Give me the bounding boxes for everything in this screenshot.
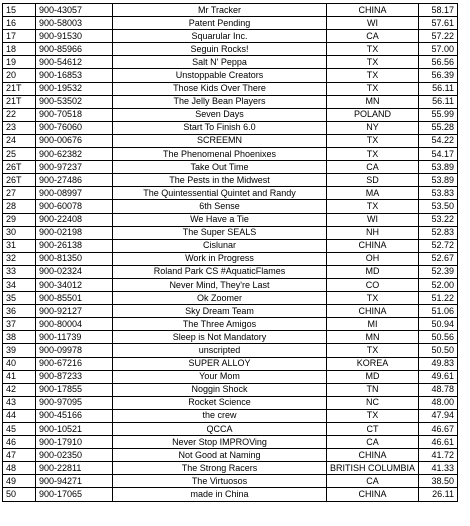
location-cell: NH [327,226,419,239]
table-row [3,409,458,422]
location-cell: CT [327,423,419,436]
table-row [3,30,458,43]
score-cell: 52.83 [419,226,458,239]
rank-cell: 30 [3,226,36,239]
team-name-cell: The Jelly Bean Players [113,95,327,108]
location-cell: CHINA [327,4,419,17]
location-cell: CHINA [327,449,419,462]
table-row [3,43,458,56]
score-cell: 46.61 [419,436,458,449]
team-name-cell: SUPER ALLOY [113,357,327,370]
team-id-cell: 900-22811 [36,462,113,475]
rank-cell: 27 [3,187,36,200]
location-cell: MA [327,187,419,200]
score-cell: 53.89 [419,174,458,187]
score-cell: 41.72 [419,449,458,462]
team-id-cell: 900-43057 [36,4,113,17]
team-name-cell: Mr Tracker [113,4,327,17]
location-cell: CA [327,30,419,43]
team-id-cell: 900-26138 [36,239,113,252]
team-id-cell: 900-27486 [36,174,113,187]
team-name-cell: Your Mom [113,370,327,383]
table-row [3,95,458,108]
score-cell: 41.33 [419,462,458,475]
team-id-cell: 900-81350 [36,252,113,265]
rank-cell: 34 [3,278,36,291]
team-name-cell: Work in Progress [113,252,327,265]
team-id-cell: 900-97237 [36,161,113,174]
team-id-cell: 900-08997 [36,187,113,200]
team-id-cell: 900-85966 [36,43,113,56]
score-cell: 56.39 [419,69,458,82]
table-row [3,4,458,17]
location-cell: MD [327,370,419,383]
table-row [3,305,458,318]
table-row [3,278,458,291]
team-name-cell: Squarular Inc. [113,30,327,43]
team-name-cell: Rocket Science [113,396,327,409]
table-row [3,148,458,161]
score-cell: 53.89 [419,161,458,174]
rank-cell: 18 [3,43,36,56]
rank-cell: 33 [3,265,36,278]
score-cell: 56.56 [419,56,458,69]
rank-cell: 48 [3,462,36,475]
rank-cell: 35 [3,292,36,305]
rank-cell: 50 [3,488,36,501]
score-cell: 49.61 [419,370,458,383]
team-id-cell: 900-45166 [36,409,113,422]
team-id-cell: 900-97095 [36,396,113,409]
score-cell: 48.00 [419,396,458,409]
rank-cell: 23 [3,121,36,134]
team-name-cell: 6th Sense [113,200,327,213]
location-cell: TX [327,200,419,213]
table-row [3,187,458,200]
table-row [3,292,458,305]
team-name-cell: the crew [113,409,327,422]
table-row [3,213,458,226]
team-id-cell: 900-58003 [36,17,113,30]
score-cell: 52.67 [419,252,458,265]
team-id-cell: 900-19532 [36,82,113,95]
team-id-cell: 900-53502 [36,95,113,108]
score-cell: 51.06 [419,305,458,318]
team-id-cell: 900-54612 [36,56,113,69]
table-row [3,56,458,69]
rank-cell: 22 [3,108,36,121]
location-cell: KOREA [327,357,419,370]
team-id-cell: 900-11739 [36,331,113,344]
team-name-cell: made in China [113,488,327,501]
score-cell: 56.11 [419,95,458,108]
rank-cell: 21T [3,82,36,95]
team-name-cell: The Quintessential Quintet and Randy [113,187,327,200]
table-row [3,226,458,239]
rank-cell: 43 [3,396,36,409]
team-id-cell: 900-76060 [36,121,113,134]
location-cell: BRITISH COLUMBIA [327,462,419,475]
team-id-cell: 900-92127 [36,305,113,318]
location-cell: NC [327,396,419,409]
location-cell: OH [327,252,419,265]
location-cell: SD [327,174,419,187]
team-name-cell: Sleep is Not Mandatory [113,331,327,344]
score-cell: 55.28 [419,121,458,134]
team-name-cell: We Have a Tie [113,213,327,226]
team-name-cell: QCCA [113,423,327,436]
location-cell: CHINA [327,488,419,501]
score-cell: 58.17 [419,4,458,17]
table-row [3,134,458,147]
location-cell: POLAND [327,108,419,121]
team-name-cell: unscripted [113,344,327,357]
table-row [3,436,458,449]
table-row [3,488,458,501]
score-cell: 46.67 [419,423,458,436]
score-cell: 50.94 [419,318,458,331]
team-name-cell: Cislunar [113,239,327,252]
location-cell: TX [327,292,419,305]
location-cell: CHINA [327,305,419,318]
score-cell: 57.00 [419,43,458,56]
table-row [3,423,458,436]
rank-cell: 19 [3,56,36,69]
team-id-cell: 900-94271 [36,475,113,488]
rank-cell: 26T [3,174,36,187]
team-name-cell: Sky Dream Team [113,305,327,318]
team-id-cell: 900-09978 [36,344,113,357]
score-cell: 50.50 [419,344,458,357]
team-name-cell: Ok Zoomer [113,292,327,305]
team-name-cell: Never Stop IMPROVing [113,436,327,449]
table-row [3,121,458,134]
location-cell: MN [327,95,419,108]
score-cell: 47.94 [419,409,458,422]
team-id-cell: 900-17855 [36,383,113,396]
team-id-cell: 900-85501 [36,292,113,305]
team-name-cell: Take Out Time [113,161,327,174]
score-cell: 48.78 [419,383,458,396]
team-name-cell: The Pests in the Midwest [113,174,327,187]
table-row [3,82,458,95]
team-name-cell: Noggin Shock [113,383,327,396]
table-row [3,239,458,252]
team-id-cell: 900-22408 [36,213,113,226]
rank-cell: 29 [3,213,36,226]
team-id-cell: 900-02350 [36,449,113,462]
team-id-cell: 900-62382 [36,148,113,161]
rank-cell: 40 [3,357,36,370]
table-row [3,69,458,82]
location-cell: WI [327,17,419,30]
rank-cell: 49 [3,475,36,488]
results-table-body [3,4,458,502]
team-id-cell: 900-80004 [36,318,113,331]
location-cell: TX [327,69,419,82]
score-cell: 50.56 [419,331,458,344]
team-name-cell: Unstoppable Creators [113,69,327,82]
table-row [3,344,458,357]
location-cell: TX [327,56,419,69]
rank-cell: 16 [3,17,36,30]
rank-cell: 28 [3,200,36,213]
score-cell: 26.11 [419,488,458,501]
table-row [3,357,458,370]
team-id-cell: 900-10521 [36,423,113,436]
location-cell: NY [327,121,419,134]
team-id-cell: 900-00676 [36,134,113,147]
score-cell: 53.22 [419,213,458,226]
score-cell: 52.39 [419,265,458,278]
rank-cell: 24 [3,134,36,147]
location-cell: TN [327,383,419,396]
location-cell: TX [327,409,419,422]
table-row [3,318,458,331]
team-id-cell: 900-91530 [36,30,113,43]
score-cell: 55.99 [419,108,458,121]
team-name-cell: The Strong Racers [113,462,327,475]
results-table [2,3,458,502]
score-cell: 53.50 [419,200,458,213]
rank-cell: 47 [3,449,36,462]
location-cell: WI [327,213,419,226]
rank-cell: 41 [3,370,36,383]
rank-cell: 15 [3,4,36,17]
score-cell: 38.50 [419,475,458,488]
rank-cell: 39 [3,344,36,357]
team-name-cell: SCREEMN [113,134,327,147]
team-name-cell: Seguin Rocks! [113,43,327,56]
score-cell: 52.72 [419,239,458,252]
table-row [3,331,458,344]
location-cell: MI [327,318,419,331]
location-cell: MN [327,331,419,344]
rank-cell: 42 [3,383,36,396]
table-row [3,383,458,396]
score-cell: 56.11 [419,82,458,95]
table-row [3,252,458,265]
team-id-cell: 900-67216 [36,357,113,370]
table-row [3,161,458,174]
location-cell: MD [327,265,419,278]
results-table-container [2,3,458,502]
team-id-cell: 900-16853 [36,69,113,82]
score-cell: 53.83 [419,187,458,200]
score-cell: 51.22 [419,292,458,305]
team-name-cell: Never Mind, They're Last [113,278,327,291]
team-name-cell: The Virtuosos [113,475,327,488]
table-row [3,200,458,213]
team-id-cell: 900-34012 [36,278,113,291]
team-name-cell: Roland Park CS #AquaticFlames [113,265,327,278]
location-cell: TX [327,43,419,56]
score-cell: 54.17 [419,148,458,161]
table-row [3,17,458,30]
table-row [3,396,458,409]
score-cell: 54.22 [419,134,458,147]
score-cell: 57.61 [419,17,458,30]
team-name-cell: The Super SEALS [113,226,327,239]
table-row [3,174,458,187]
table-row [3,108,458,121]
table-row [3,370,458,383]
team-id-cell: 900-02198 [36,226,113,239]
location-cell: CA [327,475,419,488]
team-id-cell: 900-60078 [36,200,113,213]
team-id-cell: 900-70518 [36,108,113,121]
rank-cell: 20 [3,69,36,82]
team-name-cell: The Three Amigos [113,318,327,331]
team-id-cell: 900-17065 [36,488,113,501]
team-name-cell: Salt N' Peppa [113,56,327,69]
table-row [3,265,458,278]
location-cell: TX [327,134,419,147]
rank-cell: 25 [3,148,36,161]
table-row [3,462,458,475]
team-name-cell: Those Kids Over There [113,82,327,95]
location-cell: CA [327,436,419,449]
team-id-cell: 900-02324 [36,265,113,278]
rank-cell: 26T [3,161,36,174]
score-cell: 57.22 [419,30,458,43]
team-name-cell: Not Good at Naming [113,449,327,462]
team-name-cell: Start To Finish 6.0 [113,121,327,134]
team-id-cell: 900-87233 [36,370,113,383]
location-cell: CO [327,278,419,291]
rank-cell: 45 [3,423,36,436]
team-name-cell: Patent Pending [113,17,327,30]
rank-cell: 38 [3,331,36,344]
team-name-cell: Seven Days [113,108,327,121]
location-cell: TX [327,82,419,95]
location-cell: CA [327,161,419,174]
rank-cell: 44 [3,409,36,422]
location-cell: CHINA [327,239,419,252]
rank-cell: 31 [3,239,36,252]
rank-cell: 21T [3,95,36,108]
team-name-cell: The Phenomenal Phoenixes [113,148,327,161]
team-id-cell: 900-17910 [36,436,113,449]
rank-cell: 36 [3,305,36,318]
location-cell: TX [327,344,419,357]
table-row [3,449,458,462]
location-cell: TX [327,148,419,161]
rank-cell: 17 [3,30,36,43]
score-cell: 52.00 [419,278,458,291]
rank-cell: 46 [3,436,36,449]
score-cell: 49.83 [419,357,458,370]
table-row [3,475,458,488]
rank-cell: 37 [3,318,36,331]
rank-cell: 32 [3,252,36,265]
